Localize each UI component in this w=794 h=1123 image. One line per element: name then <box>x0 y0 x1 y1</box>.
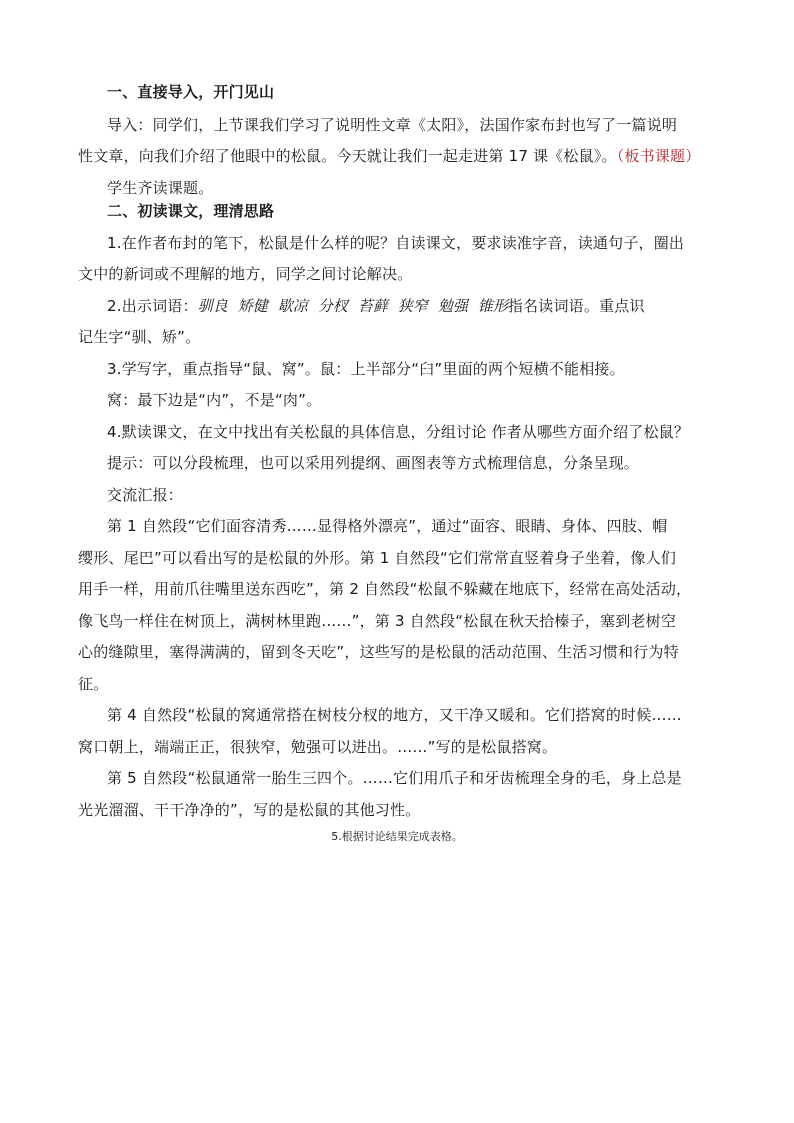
report-p3-line: 第 5 自然段“松鼠通常一胎生三四个。……它们用爪子和牙齿梳理全身的毛，身上总是 <box>107 769 682 787</box>
report-p1-line: 心的缝隙里，塞得满满的，留到冬天吃”，这些写的是松鼠的活动范围、生活习惯和行为特 <box>78 643 679 661</box>
step5-line: 5.根据讨论结果完成表格。 <box>331 830 463 843</box>
vocab-word: 歇凉 <box>277 297 308 315</box>
vocab-word: 驯良 <box>197 297 228 315</box>
step2-line-2: 记生字“驯、矫”。 <box>78 328 201 346</box>
vocab-word: 勉强 <box>437 297 468 315</box>
intro-line-1: 导入：同学们，上节课我们学习了说明性文章《太阳》，法国作家布封也写了一篇说明 <box>107 116 678 134</box>
vocab-word: 狭窄 <box>397 297 428 315</box>
section-1-title: 一、直接导入，开门见山 <box>107 83 275 101</box>
vocab-word: 锥形 <box>477 297 508 315</box>
step2-suffix: 指名读词语。重点识 <box>507 297 645 315</box>
report-p1-line: 征。 <box>78 675 109 693</box>
report-p1-line: 用手一样，用前爪往嘴里送东西吃”，第 2 自然段“松鼠不躲藏在地底下，经常在高处活动， <box>78 580 692 598</box>
report-p2-line: 第 4 自然段“松鼠的窝通常搭在树枝分杈的地方，又干净又暖和。它们搭窝的时候…… <box>107 706 682 724</box>
section-2-title: 二、初读课文，理清思路 <box>107 202 275 220</box>
intro-line-3: 学生齐读课题。 <box>107 179 214 197</box>
step2-prefix: 2.出示词语： <box>107 297 198 315</box>
step3-line-2: 窝：最下边是“内”，不是“肉”。 <box>107 391 322 409</box>
step4-line-2: 提示：可以分段梳理，也可以采用列提纲、画图表等方式梳理信息，分条呈现。 <box>107 454 640 472</box>
intro-line-2 <box>78 146 728 166</box>
step1-line-1: 1.在作者布封的笔下，松鼠是什么样的呢？自读课文，要求读准字音，读通句子，圈出 <box>107 234 685 252</box>
intro-line-2-text: 性文章，向我们介绍了他眼中的松鼠。今天就让我们一起走进第 17 课《松鼠》。 <box>78 147 617 165</box>
vocab-word: 苔藓 <box>357 297 388 315</box>
step4-line-3: 交流汇报： <box>107 486 184 504</box>
board-title-note: （板书课题） <box>616 147 701 165</box>
vocab-word: 矫健 <box>237 297 268 315</box>
step2-line-1 <box>107 296 723 316</box>
report-p1-line: 像飞鸟一样住在树顶上，满树林里跑……”，第 3 自然段“松鼠在秋天拾榛子，塞到老树空 <box>78 612 677 630</box>
vocab-word: 分杈 <box>317 297 348 315</box>
step3-line-1: 3.学写字，重点指导“鼠、窝”。鼠：上半部分“臼”里面的两个短横不能相接。 <box>107 360 625 378</box>
report-p2-line: 窝口朝上，端端正正，很狭窄，勉强可以进出。……”写的是松鼠搭窝。 <box>78 738 558 756</box>
step4-line-1: 4.默读课文，在文中找出有关松鼠的具体信息，分组讨论 作者从哪些方面介绍了松鼠？ <box>107 423 690 441</box>
report-p1-line: 第 1 自然段“它们面容清秀……显得格外漂亮”，通过“面容、眼睛、身体、四肢、帽 <box>107 517 668 535</box>
step1-line-2: 文中的新词或不理解的地方，同学之间讨论解决。 <box>78 265 413 283</box>
report-p1-line: 缨形、尾巴”可以看出写的是松鼠的外形。第 1 自然段“它们常常直竖着身子坐着，像人们 <box>78 549 677 567</box>
report-p3-line: 光光溜溜、干干净净的”，写的是松鼠的其他习性。 <box>78 801 421 819</box>
vocabulary-words <box>198 297 508 315</box>
